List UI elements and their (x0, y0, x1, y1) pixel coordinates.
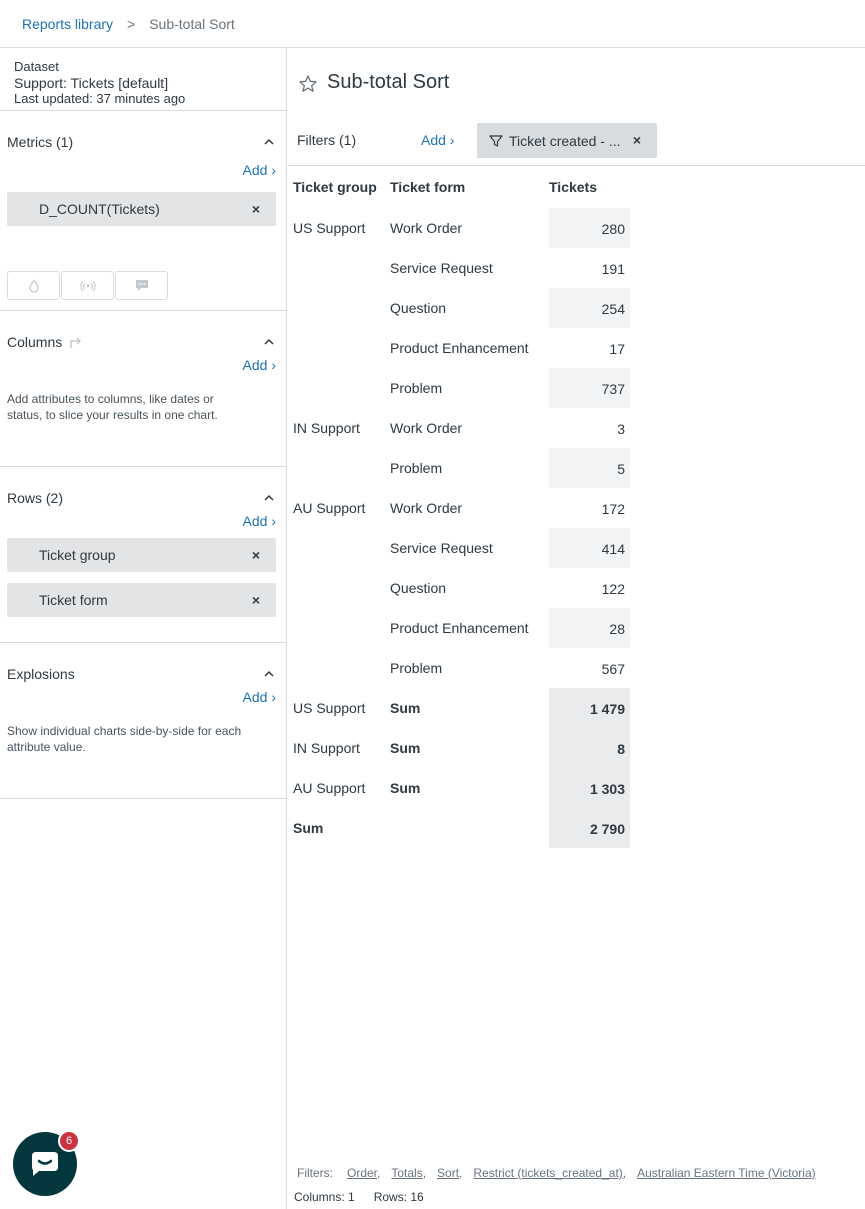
footer-filters-label: Filters: (297, 1165, 333, 1180)
column-header[interactable]: Ticket form (390, 179, 466, 195)
row-pill-ticket-form[interactable] (7, 583, 276, 617)
report-title: Sub-total Sort (327, 70, 450, 93)
table-row (288, 288, 630, 328)
table-row (288, 648, 630, 688)
table-cell: Problem (390, 660, 443, 676)
table-row (288, 568, 630, 608)
table-cell: IN Support (293, 420, 360, 436)
pivot-table (288, 166, 630, 848)
dataset-name[interactable]: Support: Tickets [default] (14, 75, 169, 91)
table-row (288, 248, 630, 288)
table-row (288, 488, 630, 528)
chevron-up-icon[interactable] (262, 335, 276, 349)
columns-hint: Add attributes to columns, like dates or status, to slice your results in one chart. (7, 392, 218, 422)
table-row (288, 328, 630, 368)
columns-add-link[interactable]: Add › (242, 357, 276, 373)
table-cell: Sum (390, 700, 421, 716)
table-cell: US Support (293, 700, 366, 716)
footer-link-order[interactable]: Order, (347, 1165, 381, 1180)
footer-link-timezone[interactable]: Australian Eastern Time (Victoria) (637, 1165, 816, 1180)
table-cell (288, 528, 390, 568)
metric-pill-label: D_COUNT(Tickets) (39, 201, 160, 217)
table-cell: Work Order (390, 500, 463, 516)
explosions-hint: Show individual charts side-by-side for each attribute value. (7, 724, 242, 754)
dataset-updated: Last updated: 37 minutes ago (14, 91, 186, 106)
table-cell: 254 (549, 288, 630, 328)
table-cell: 414 (549, 528, 630, 568)
drop-icon[interactable] (7, 271, 60, 300)
table-cell: 280 (549, 208, 630, 248)
comment-icon[interactable] (115, 271, 168, 300)
table-cell: IN Support (293, 740, 360, 756)
row-pill-ticket-group[interactable] (7, 538, 276, 572)
table-cell: 1 479 (549, 688, 630, 728)
row-pill-label: Ticket form (39, 592, 108, 608)
table-header-row (288, 166, 630, 208)
table-cell: 2 790 (549, 808, 630, 848)
table-cell: 3 (617, 421, 625, 437)
column-header[interactable]: Ticket group (293, 179, 377, 195)
total-row (288, 808, 630, 848)
breadcrumb-separator: > (127, 15, 136, 32)
table-cell: Question (390, 580, 447, 596)
table-cell: Question (390, 300, 447, 316)
table-cell: Service Request (390, 540, 493, 556)
table-cell: 8 (549, 728, 630, 768)
remove-row-icon[interactable]: × (251, 547, 260, 563)
explosions-title: Explosions (7, 666, 75, 682)
chevron-up-icon[interactable] (262, 135, 276, 149)
table-cell (288, 448, 390, 488)
metrics-add-link[interactable]: Add › (242, 162, 276, 178)
rows-section (0, 467, 286, 643)
dataset-label: Dataset (14, 59, 59, 74)
table-row (288, 408, 630, 448)
table-cell: 567 (601, 661, 625, 677)
columns-title: Columns (7, 334, 63, 350)
table-cell: Sum (390, 780, 421, 796)
breadcrumb (0, 0, 865, 48)
table-cell: 17 (609, 341, 625, 357)
table-cell: Service Request (390, 260, 493, 276)
swap-icon[interactable] (68, 335, 84, 349)
table-cell: AU Support (293, 500, 366, 516)
subtotal-row (288, 768, 630, 808)
table-row (288, 448, 630, 488)
footer-link-restrict[interactable]: Restrict (tickets_created_at), (473, 1165, 627, 1180)
table-cell: 172 (601, 501, 625, 517)
chat-launcher[interactable] (13, 1132, 77, 1196)
rows-title: Rows (2) (7, 490, 64, 506)
report-footer (294, 1160, 865, 1209)
breadcrumb-current: Sub-total Sort (149, 15, 235, 32)
table-cell: Product Enhancement (390, 340, 529, 356)
dataset-panel (0, 48, 286, 111)
subtotal-row (288, 688, 630, 728)
footer-rows-count: Rows: 16 (373, 1190, 424, 1204)
table-cell: Problem (390, 460, 443, 476)
remove-filter-icon[interactable]: × (632, 132, 641, 148)
filter-chip-ticket-created[interactable] (477, 123, 657, 158)
metric-pill[interactable] (7, 192, 276, 226)
table-cell: Work Order (390, 420, 463, 436)
breadcrumb-reports-library[interactable]: Reports library (22, 15, 114, 32)
row-pill-label: Ticket group (39, 547, 116, 563)
table-row (288, 208, 630, 248)
table-cell: 191 (601, 261, 625, 277)
filter-chip-label: Ticket created - ... (509, 132, 621, 149)
table-cell: US Support (293, 220, 366, 236)
table-cell (288, 248, 390, 288)
table-cell (288, 368, 390, 408)
table-cell (390, 808, 549, 848)
metrics-section (0, 111, 286, 311)
table-cell: 28 (549, 608, 630, 648)
filters-bar (288, 116, 865, 166)
table-row (288, 368, 630, 408)
table-cell: AU Support (293, 780, 366, 796)
table-cell: 737 (549, 368, 630, 408)
filters-label: Filters (1) (297, 132, 357, 148)
column-header[interactable]: Tickets (549, 179, 597, 195)
table-cell (288, 328, 390, 368)
footer-link-sort[interactable]: Sort, (437, 1165, 463, 1180)
star-icon[interactable] (298, 74, 318, 94)
table-cell: 5 (549, 448, 630, 488)
table-cell: Product Enhancement (390, 620, 529, 636)
rows-add-link[interactable]: Add › (242, 513, 276, 529)
table-cell: Work Order (390, 220, 463, 236)
table-cell: 1 303 (549, 768, 630, 808)
footer-link-totals[interactable]: Totals, (391, 1165, 427, 1180)
filters-add-link[interactable]: Add › (421, 132, 455, 148)
table-row (288, 608, 630, 648)
metrics-title: Metrics (1) (7, 134, 74, 150)
table-cell: Problem (390, 380, 443, 396)
report-header (288, 48, 865, 116)
columns-section (0, 311, 286, 467)
filter-icon (489, 134, 503, 148)
table-row (288, 528, 630, 568)
explosions-section (0, 643, 286, 799)
broadcast-icon[interactable] (61, 271, 114, 300)
chevron-up-icon[interactable] (262, 491, 276, 505)
table-cell (288, 608, 390, 648)
table-cell: 122 (601, 581, 625, 597)
table-cell: Sum (293, 820, 324, 836)
table-cell (288, 568, 390, 608)
table-cell (288, 648, 390, 688)
subtotal-row (288, 728, 630, 768)
remove-metric-icon[interactable]: × (251, 201, 260, 217)
notification-badge: 6 (58, 1130, 80, 1152)
remove-row-icon[interactable]: × (251, 592, 260, 608)
table-cell: Sum (390, 740, 421, 756)
report-main (288, 48, 865, 1209)
explosions-add-link[interactable]: Add › (242, 689, 276, 705)
sidebar (0, 48, 287, 1209)
chevron-up-icon[interactable] (262, 667, 276, 681)
table-cell (288, 288, 390, 328)
footer-columns-count: Columns: 1 (294, 1190, 355, 1204)
